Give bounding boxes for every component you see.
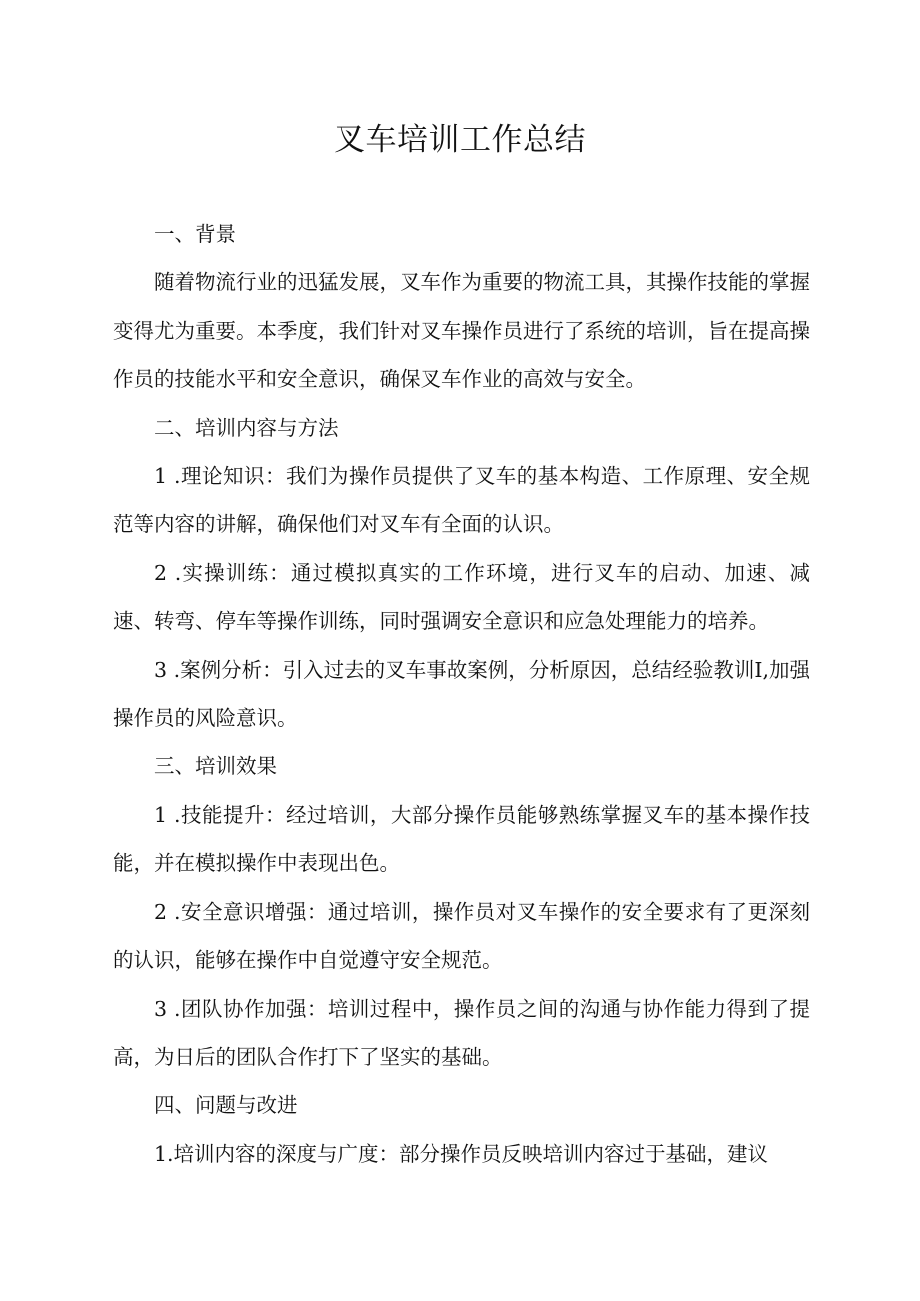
paragraph-teamwork: 3 .团队协作加强：培训过程中，操作员之间的沟通与协作能力得到了提高，为日后的团队合作打下了坚实的基础。 — [113, 996, 810, 1069]
section-heading-content-method: 二、培训内容与方法 — [154, 415, 339, 440]
document-title: 叉车培训工作总结 — [334, 122, 586, 158]
document-body — [113, 210, 810, 1178]
section-heading-background: 一、背景 — [154, 222, 236, 246]
paragraph-theory: 1 .理论知识：我们为操作员提供了叉车的基本构造、工作原理、安全规范等内容的讲解，确保他们对叉车有全面的认识。 — [113, 464, 810, 537]
paragraph-skill-improvement: 1 .技能提升：经过培训，大部分操作员能够熟练掌握叉车的基本操作技能，并在模拟操作中表现出色。 — [113, 802, 810, 876]
paragraph-case-analysis: 3 .案例分析：引入过去的叉车事故案例，分析原因，总结经验教训I,加强操作员的风险意识。 — [113, 657, 810, 731]
paragraph-practice: 2 .实操训练：通过模拟真实的工作环境，进行叉车的启动、加速、减速、转弯、停车等操作训练，同时强调安全意识和应急处理能力的培养。 — [113, 560, 810, 634]
paragraph-background: 随着物流行业的迅猛发展，叉车作为重要的物流工具，其操作技能的掌握变得尤为重要。本季度，我们针对叉车操作员进行了系统的培训，旨在提高操作员的技能水平和安全意识，确保叉车作业的高效与安全。 — [113, 270, 810, 392]
section-heading-problems: 四、问题与改进 — [154, 1093, 298, 1118]
paragraph-depth-breadth: 1.培训内容的深度与广度：部分操作员反映培训内容过于基础，建议 — [154, 1141, 769, 1166]
section-heading-effect: 三、培训效果 — [154, 754, 277, 779]
paragraph-safety-awareness: 2 .安全意识增强：通过培训，操作员对叉车操作的安全要求有了更深刻的认识，能够在操作中自觉遵守安全规范。 — [113, 899, 810, 973]
